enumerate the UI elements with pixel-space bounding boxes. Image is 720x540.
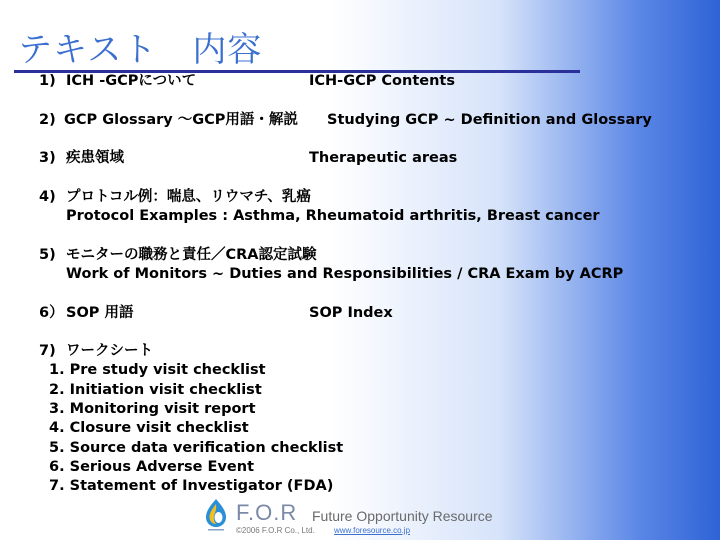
copyright-text: ©2006 F.O.R Co., Ltd.: [236, 526, 315, 535]
item-title-ja: モニターの職務と責任／CRA認定試験: [66, 246, 317, 263]
item-title-ja: SOP 用語: [66, 304, 134, 321]
website-link[interactable]: www.foresource.co.jp: [334, 526, 411, 535]
worksheet-label: 4. Closure visit checklist: [49, 420, 249, 437]
item-number: 6）: [39, 304, 64, 321]
worksheet-label: 3. Monitoring visit report: [49, 401, 256, 418]
item-number: 2): [39, 111, 56, 128]
item-number: 4): [39, 188, 56, 205]
item-title-ja: プロトコル例：喘息、リウマチ、乳癌: [66, 188, 311, 205]
item-number: 1): [39, 73, 56, 89]
item-number: 5): [39, 246, 56, 263]
for-logo-icon: [203, 498, 229, 532]
worksheet-label: 1. Pre study visit checklist: [49, 362, 266, 379]
company-logo-text: F.O.R: [236, 500, 298, 525]
item-title-ja: 疾患領域: [66, 150, 124, 167]
worksheet-label: 7. Statement of Investigator (FDA): [49, 478, 334, 495]
worksheet-label: 5. Source data verification checklist: [49, 439, 344, 456]
item-title-en: Work of Monitors ~ Duties and Responsibilities / CRA Exam by ACRP: [66, 265, 624, 282]
item-title-en: Therapeutic areas: [309, 150, 458, 167]
item-title-en: Studying GCP ~ Definition and Glossary: [327, 111, 652, 128]
company-tagline: Future Opportunity Resource: [312, 508, 493, 524]
item-number: 3): [39, 150, 56, 167]
item-title-en: Protocol Examples : Asthma, Rheumatoid arthritis, Breast cancer: [66, 208, 600, 225]
item-title-ja: ワークシート: [66, 343, 153, 360]
item-title-en: ICH-GCP Contents: [309, 73, 455, 89]
item-number: 7): [39, 343, 56, 360]
page-title: テキスト 内容: [18, 30, 263, 70]
item-title-en: SOP Index: [309, 304, 393, 321]
footer: [0, 496, 720, 540]
worksheet-label: 6. Serious Adverse Event: [49, 458, 255, 475]
item-title-ja: ICH -GCPについて: [66, 73, 197, 89]
item-title-ja: GCP Glossary ～GCP用語・解説: [64, 111, 298, 128]
worksheet-label: 2. Initiation visit checklist: [49, 381, 262, 398]
